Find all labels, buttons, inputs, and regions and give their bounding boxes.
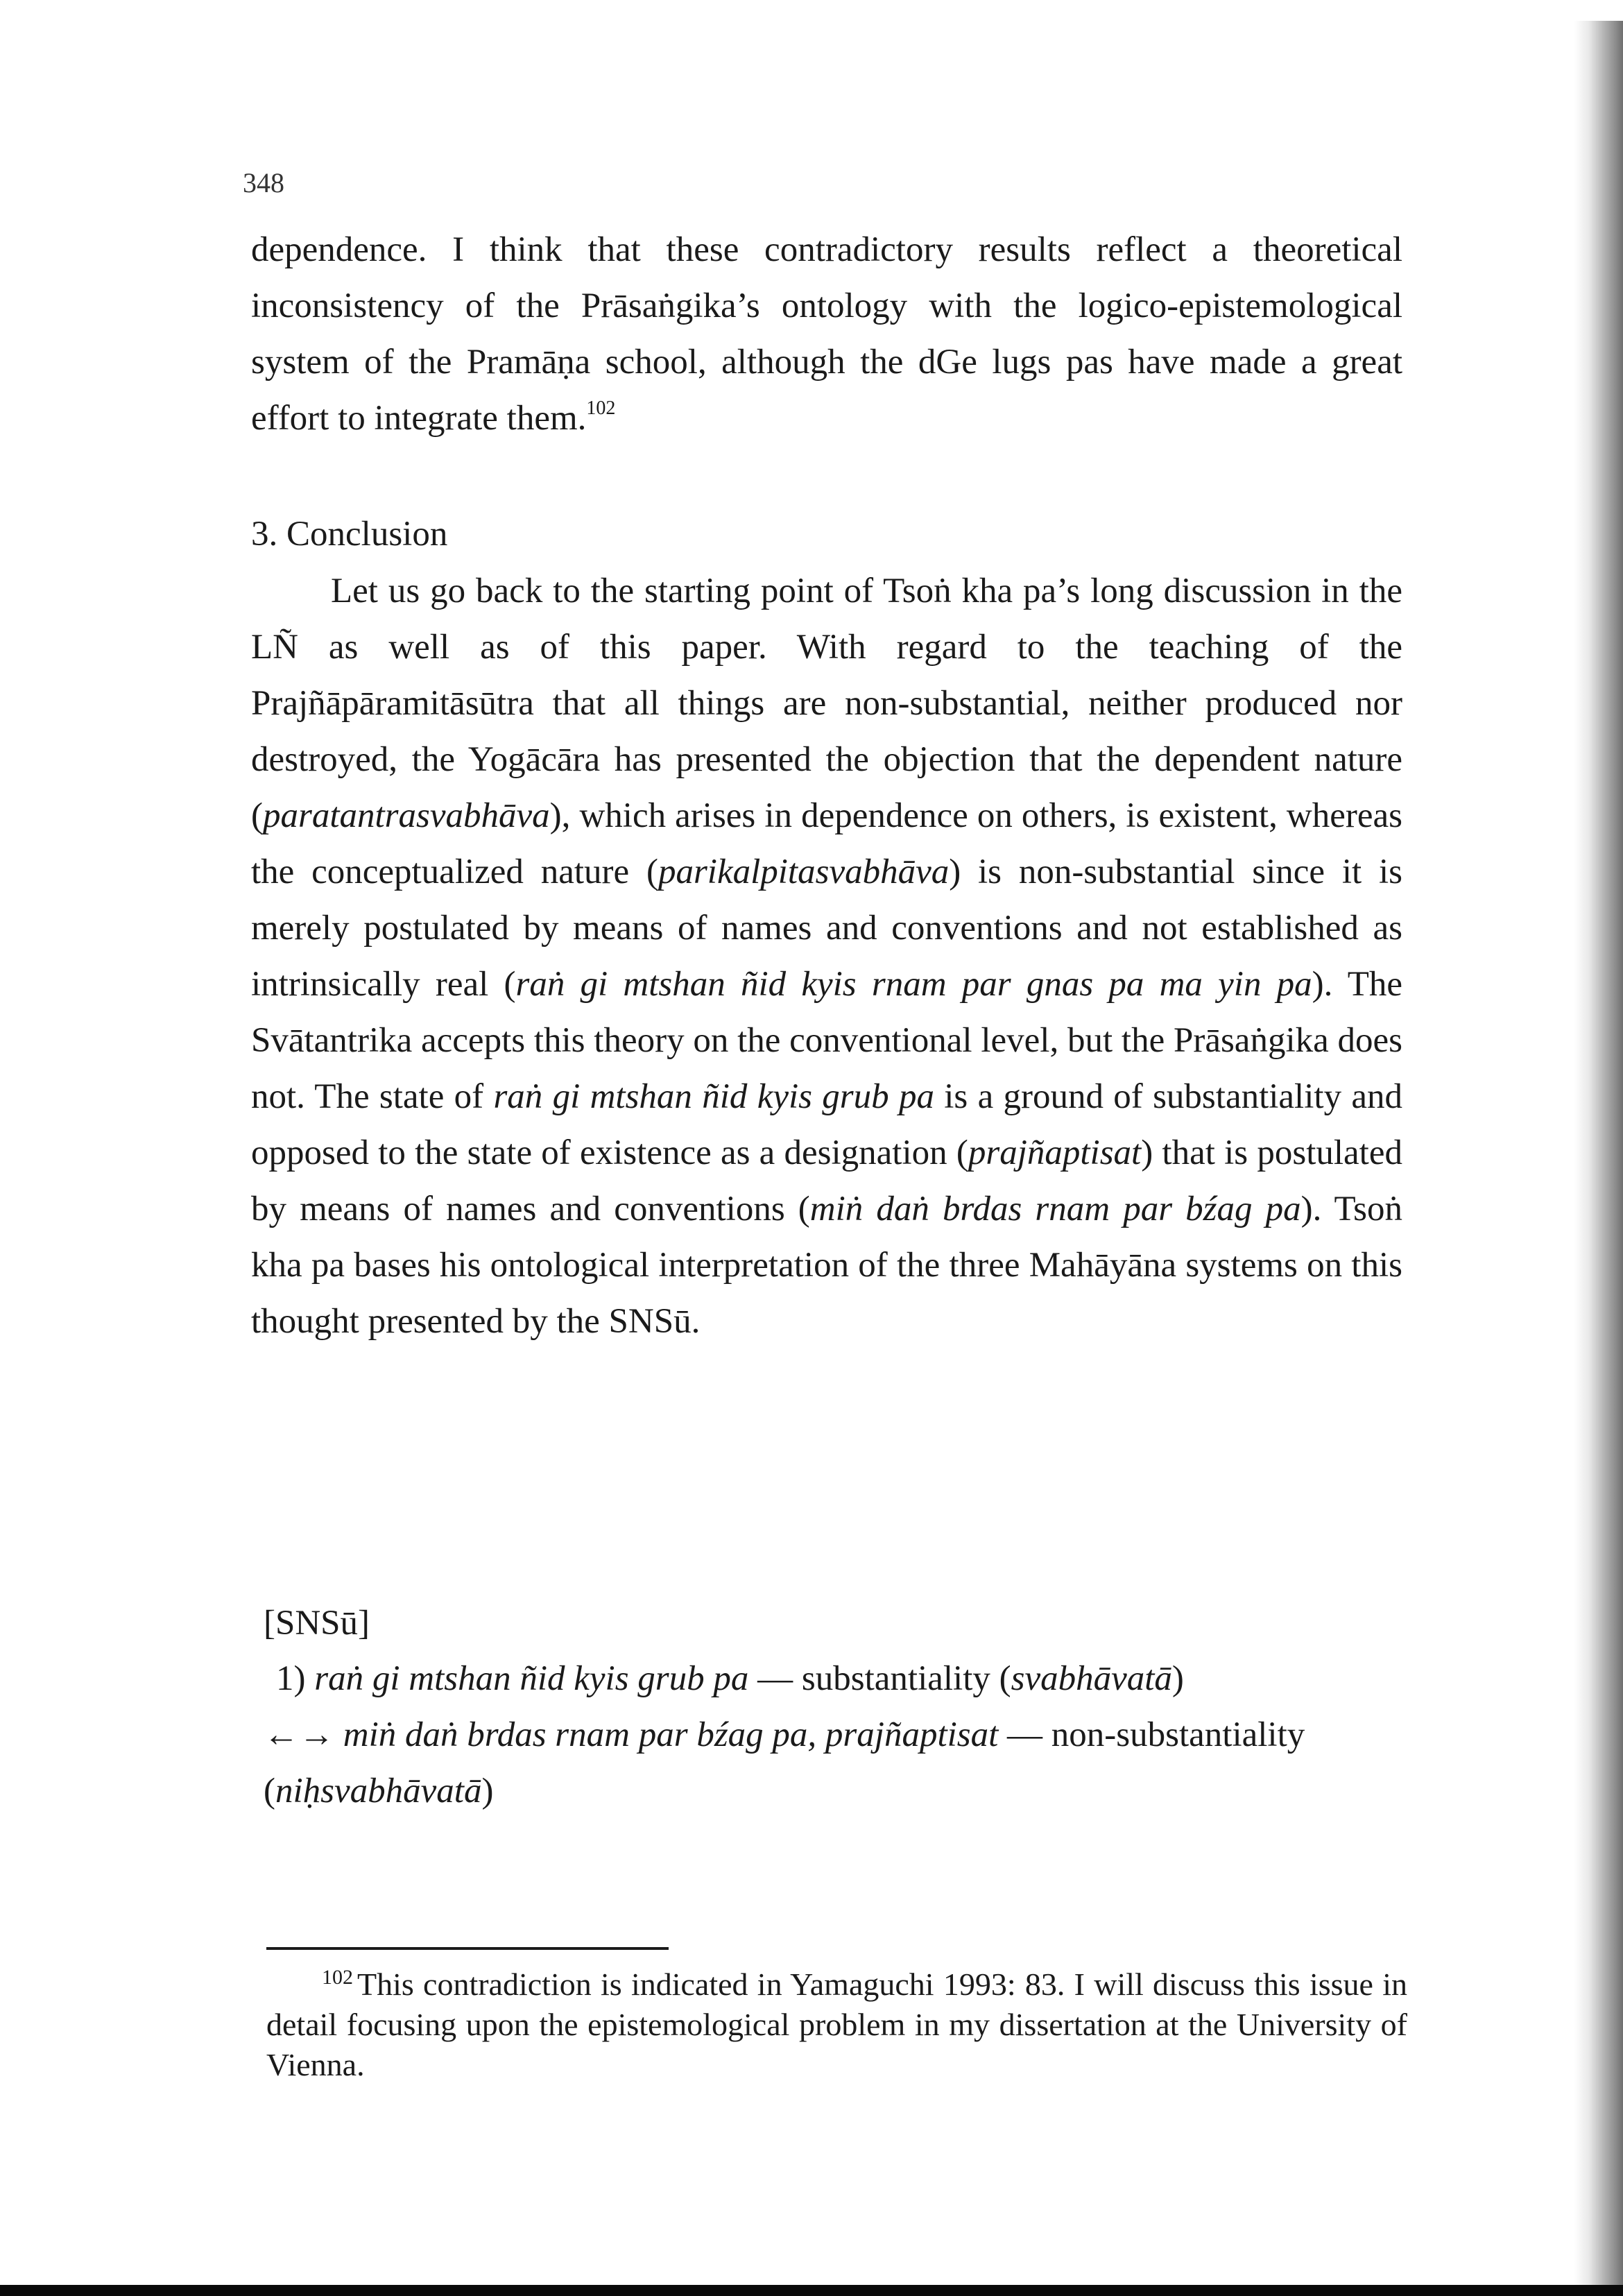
footnote-number: 102 [322, 1966, 353, 1989]
footnote [266, 1957, 1407, 2085]
scanned-page-edge [1574, 21, 1623, 2289]
text-run: is a ground of substantiality and opposed to the state of existence as a designation ( [251, 1077, 1403, 1172]
italic-term: raṅ gi mtshan ñid kyis grub pa [314, 1659, 749, 1698]
footnote-divider [266, 1947, 669, 1950]
section-heading: 3. Conclusion [251, 515, 448, 554]
text-run: ). The Svātantrika accepts this theory on the conventional level, but the Prāsaṅgika does not. The state of [251, 965, 1402, 1116]
footnote-text: This contradiction is indicated in Yamaguchi 1993: 83. I will discuss this issue in detail focusing upon the epistemological problem in my dissertation at the University of Vienna. [266, 1967, 1407, 2082]
italic-term: parikalpitasvabhāva [658, 853, 950, 891]
footnote-reference[interactable]: 102 [586, 397, 616, 419]
italic-term: prajñaptisat [968, 1133, 1142, 1172]
sns-item-1 [264, 1651, 1408, 1819]
text-run: Let us go back to the starting point of Tsoṅ kha pa’s long discussion in the LÑ as well as of this paper. With regard to the teaching of the Prajñāpāramitāsūtra that all things are non-substantial, neither produced nor destroyed, the Yogācāra has presented the objection that the dependent nature ( [251, 572, 1402, 835]
italic-term: miṅ daṅ brdas rnam par bźag pa, prajñaptisat [343, 1715, 999, 1754]
text-run: — non-substantiality ( [264, 1715, 1305, 1810]
double-arrow-icon: ←→ [264, 1715, 343, 1754]
text-run: — substantiality ( [748, 1659, 1011, 1698]
sns-label: [SNSū] [264, 1604, 370, 1643]
italic-term: svabhāvatā [1011, 1659, 1172, 1698]
text-run: ) [1171, 1659, 1184, 1698]
italic-term: miṅ daṅ brdas rnam par bźag pa [809, 1190, 1301, 1228]
text-run: ). Tsoṅ kha pa bases his ontological interpretation of the three Mahāyāna systems on this thought presented by the SNSū. [251, 1190, 1402, 1341]
italic-term: raṅ gi mtshan ñid kyis grub pa [493, 1077, 934, 1116]
text-run: ) [481, 1772, 494, 1810]
page-number: 348 [243, 167, 284, 198]
conclusion-paragraph [251, 563, 1402, 1350]
item-number: 1) [276, 1659, 315, 1698]
italic-term: raṅ gi mtshan ñid kyis rnam par gnas pa ma yin pa [515, 965, 1312, 1004]
paragraph-text: dependence. I think that these contradictory results reflect a theoretical inconsistency of the Prāsaṅgika’s ontology with the logico-epistemological system of the Pramāṇa school, although the dGe lugs pas have made a great effort to integrate them. [251, 230, 1402, 438]
scan-bottom-border [0, 2285, 1623, 2296]
text-run: ) is non-substantial since it is merely postulated by means of names and conventions and not established as intrinsically real ( [251, 853, 1402, 1004]
italic-term: paratantrasvabhāva [262, 796, 550, 835]
italic-term: niḥsvabhāvatā [275, 1772, 482, 1810]
paragraph-continuation [251, 222, 1402, 447]
text-run: ) that is postulated by means of names and conventions ( [251, 1133, 1402, 1228]
text-run: ), which arises in dependence on others, is existent, whereas the conceptualized nature ( [251, 796, 1402, 891]
